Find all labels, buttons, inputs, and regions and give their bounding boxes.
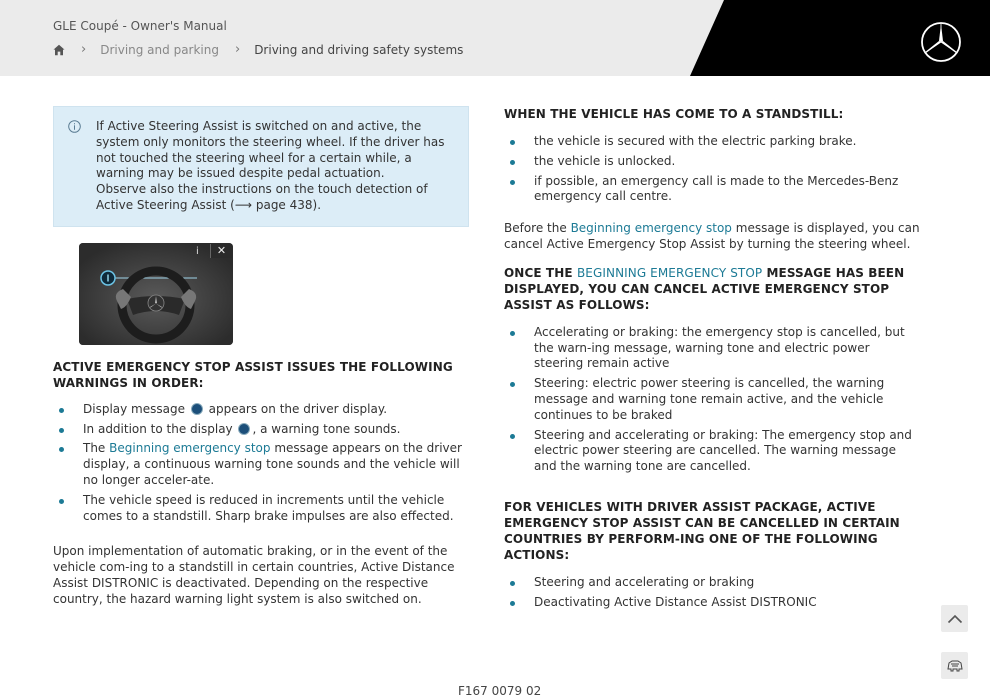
display-message-icon xyxy=(191,403,203,415)
cancel-paragraph: Before the Beginning emergency stop message is displayed, you can cancel Active Emergency Stop Assist by turning the steering wheel. xyxy=(504,221,920,251)
scroll-to-top-button[interactable] xyxy=(941,605,968,632)
info-icon xyxy=(68,120,81,133)
list-item: Steering and accelerating or braking: The emergency stop and electric power steering are cancelled. The warning message and the warning tone are cancelled. xyxy=(504,428,920,475)
driver-assist-heading: FOR VEHICLES WITH DRIVER ASSIST PACKAGE, ACTIVE EMERGENCY STOP ASSIST CAN BE CANCELLED IN CERTAIN COUNTRIES BY PERFORM-ING ONE OF THE FOLLOWING ACTIONS: xyxy=(504,499,900,562)
cancel-heading: ONCE THE BEGINNING EMERGENCY STOP MESSAGE HAS BEEN DISPLAYED, YOU CAN CANCEL ACTIVE EMERGENCY STOP ASSIST AS FOLLOWS: xyxy=(504,265,905,312)
breadcrumb-current: Driving and driving safety systems xyxy=(254,42,464,57)
display-message-icon xyxy=(238,423,250,435)
manual-title: GLE Coupé - Owner's Manual xyxy=(53,19,227,33)
display-close-icon: ✕ xyxy=(210,244,232,258)
breadcrumb xyxy=(53,42,463,57)
list-item: the vehicle is unlocked. xyxy=(504,154,920,170)
list-item: if possible, an emergency call is made to the Mercedes-Benz emergency call centre. xyxy=(504,174,920,206)
list-item: Steering and accelerating or braking xyxy=(504,575,920,591)
chevron-right-icon: › xyxy=(81,42,87,57)
warnings-heading: ACTIVE EMERGENCY STOP ASSIST ISSUES THE FOLLOWING WARNINGS IN ORDER: xyxy=(53,359,453,390)
figure-code: F167 0079 02 xyxy=(458,684,542,698)
driver-display-image xyxy=(79,243,233,345)
list-item: the vehicle is secured with the electric parking brake. xyxy=(504,134,920,150)
info-box xyxy=(53,106,469,227)
list-item: Accelerating or braking: the emergency stop is cancelled, but the warn-ing message, warning tone and electric power steering remain active xyxy=(504,325,920,372)
mercedes-star-icon[interactable] xyxy=(920,21,962,63)
beginning-emergency-stop-link[interactable]: BEGINNING EMERGENCY STOP xyxy=(576,265,763,280)
standstill-list xyxy=(504,134,920,205)
home-icon[interactable] xyxy=(53,44,65,56)
page-header xyxy=(0,0,990,76)
steering-wheel-illustration xyxy=(79,243,233,345)
warnings-list xyxy=(53,402,469,525)
display-info-label: i xyxy=(196,245,199,257)
braking-paragraph: Upon implementation of automatic braking, or in the event of the vehicle com-ing to a standstill in certain countries, Active Distance Assist DISTRONIC is deactivated. Depending on the respective country, the hazard warning light system is also switched on. xyxy=(53,544,455,606)
list-item: Deactivating Active Distance Assist DISTRONIC xyxy=(504,595,920,611)
list-item: The Beginning emergency stop message appears on the driver display, a continuous warning tone sounds and the vehicle will no longer acceler-ate. xyxy=(53,441,469,488)
list-item: In addition to the display , a warning tone sounds. xyxy=(53,422,469,438)
info-text: If Active Steering Assist is switched on and active, the system only monitors the steering wheel. If the driver has not touched the steering wheel for a certain while, a warning may be issued despite pedal actuation. xyxy=(96,119,445,181)
chevron-right-icon: › xyxy=(234,42,241,57)
list-item: The vehicle speed is reduced in increments until the vehicle comes to a standstill. Sharp brake impulses are also effected. xyxy=(53,493,469,525)
list-item: Steering: electric power steering is cancelled, the warning message and warning tone remain active, and the vehicle continues to be braked xyxy=(504,376,920,423)
cancel-list xyxy=(504,325,920,475)
beginning-emergency-stop-link[interactable]: Beginning emergency stop xyxy=(109,441,271,456)
list-item: Display message appears on the driver display. xyxy=(53,402,469,418)
breadcrumb-link-driving-and-parking[interactable]: Driving and parking xyxy=(100,42,219,57)
left-column xyxy=(53,106,469,608)
chevron-up-icon xyxy=(947,614,963,624)
vehicle-icon xyxy=(947,660,963,672)
standstill-heading: WHEN THE VEHICLE HAS COME TO A STANDSTILL: xyxy=(504,107,844,121)
right-column xyxy=(504,106,920,615)
beginning-emergency-stop-link[interactable]: Beginning emergency stop xyxy=(570,221,732,236)
vehicle-view-button[interactable] xyxy=(941,652,968,679)
driver-assist-list xyxy=(504,575,920,611)
info-text-reference: Observe also the instructions on the touch detection of Active Steering Assist (⟶ page 438). xyxy=(96,182,428,212)
